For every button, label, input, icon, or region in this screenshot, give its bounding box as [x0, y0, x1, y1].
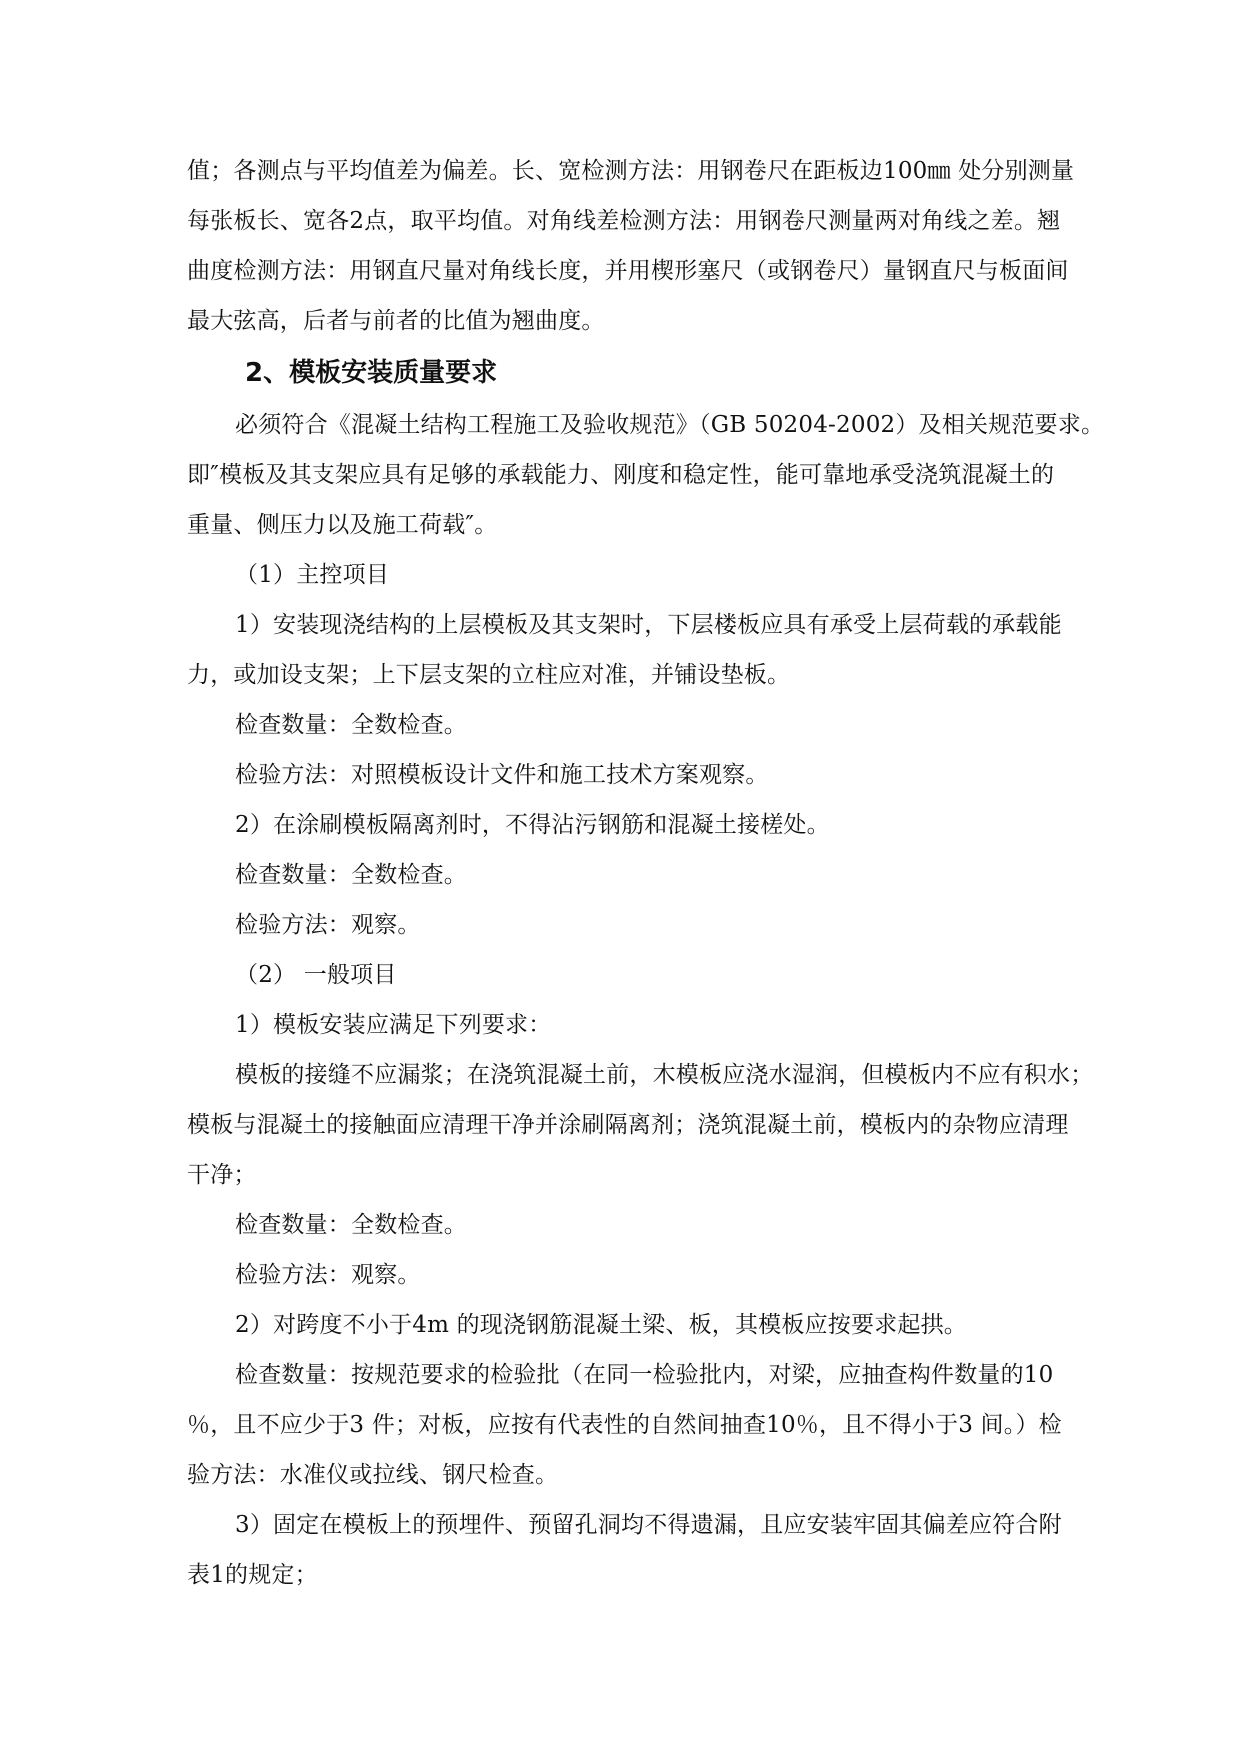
document-page — [187, 146, 1127, 1600]
text-line: 检查数量：按规范要求的检验批（在同一检验批内，对梁，应抽查构件数量的10 — [235, 1362, 1054, 1388]
text-line: 验方法：水准仪或拉线、钢尺检查。 — [187, 1462, 559, 1488]
text-line: 检验方法：观察。 — [235, 912, 421, 938]
text-line: 2）对跨度不小于4m 的现浇钢筋混凝土梁、板，其模板应按要求起拱。 — [235, 1312, 967, 1338]
text-line: 干净； — [187, 1162, 257, 1188]
text-line: 1）模板安装应满足下列要求： — [235, 1012, 552, 1038]
text-line: ％，且不应少于3 件；对板，应按有代表性的自然间抽查10％，且不得小于3 间。）检 — [187, 1412, 1062, 1438]
text-line: 检验方法：对照模板设计文件和施工技术方案观察。 — [235, 762, 769, 788]
text-line: 2）在涂刷模板隔离剂时，不得沾污钢筋和混凝土接槎处。 — [235, 812, 830, 838]
paragraph-block-inspection-methods — [187, 146, 1127, 346]
text-line: （1）主控项目 — [235, 562, 390, 588]
text-line: 值；各测点与平均值差为偏差。长、宽检测方法：用钢卷尺在距板边100㎜ 处分别测量 — [187, 158, 1075, 184]
text-line: 曲度检测方法：用钢直尺量对角线长度，并用楔形塞尺（或钢卷尺）量钢直尺与板面间 — [187, 258, 1069, 284]
text-line: 1）安装现浇结构的上层模板及其支架时，下层楼板应具有承受上层荷载的承载能 — [235, 612, 1062, 638]
text-line: 3）固定在模板上的预埋件、预留孔洞均不得遗漏，且应安装牢固其偏差应符合附 — [235, 1512, 1062, 1538]
paragraph-block-installation-requirements — [187, 400, 1127, 1600]
text-line: 表1的规定； — [187, 1562, 318, 1588]
text-line: 最大弦高，后者与前者的比值为翘曲度。 — [187, 308, 605, 334]
text-line: 检查数量：全数检查。 — [235, 1212, 467, 1238]
text-line: （2） 一般项目 — [235, 962, 397, 988]
text-line: 检查数量：全数检查。 — [235, 712, 467, 738]
text-line: 每张板长、宽各2点，取平均值。对角线差检测方法：用钢卷尺测量两对角线之差。翘 — [187, 208, 1061, 234]
text-line: 必须符合《混凝土结构工程施工及验收规范》（GB 50204-2002）及相关规范要求。 — [235, 412, 1105, 438]
section-heading: 2、模板安装质量要求 — [245, 358, 498, 388]
text-line: 检验方法：观察。 — [235, 1262, 421, 1288]
text-line: 重量、侧压力以及施工荷载″。 — [187, 512, 498, 538]
text-line: 模板与混凝土的接触面应清理干净并涂刷隔离剂；浇筑混凝土前，模板内的杂物应清理 — [187, 1112, 1069, 1138]
text-line: 模板的接缝不应漏浆；在浇筑混凝土前，木模板应浇水湿润，但模板内不应有积水； — [235, 1062, 1094, 1088]
text-line: 力，或加设支架；上下层支架的立柱应对准，并铺设垫板。 — [187, 662, 791, 688]
text-line: 即″模板及其支架应具有足够的承载能力、刚度和稳定性，能可靠地承受浇筑混凝土的 — [187, 462, 1055, 488]
text-line: 检查数量：全数检查。 — [235, 862, 467, 888]
